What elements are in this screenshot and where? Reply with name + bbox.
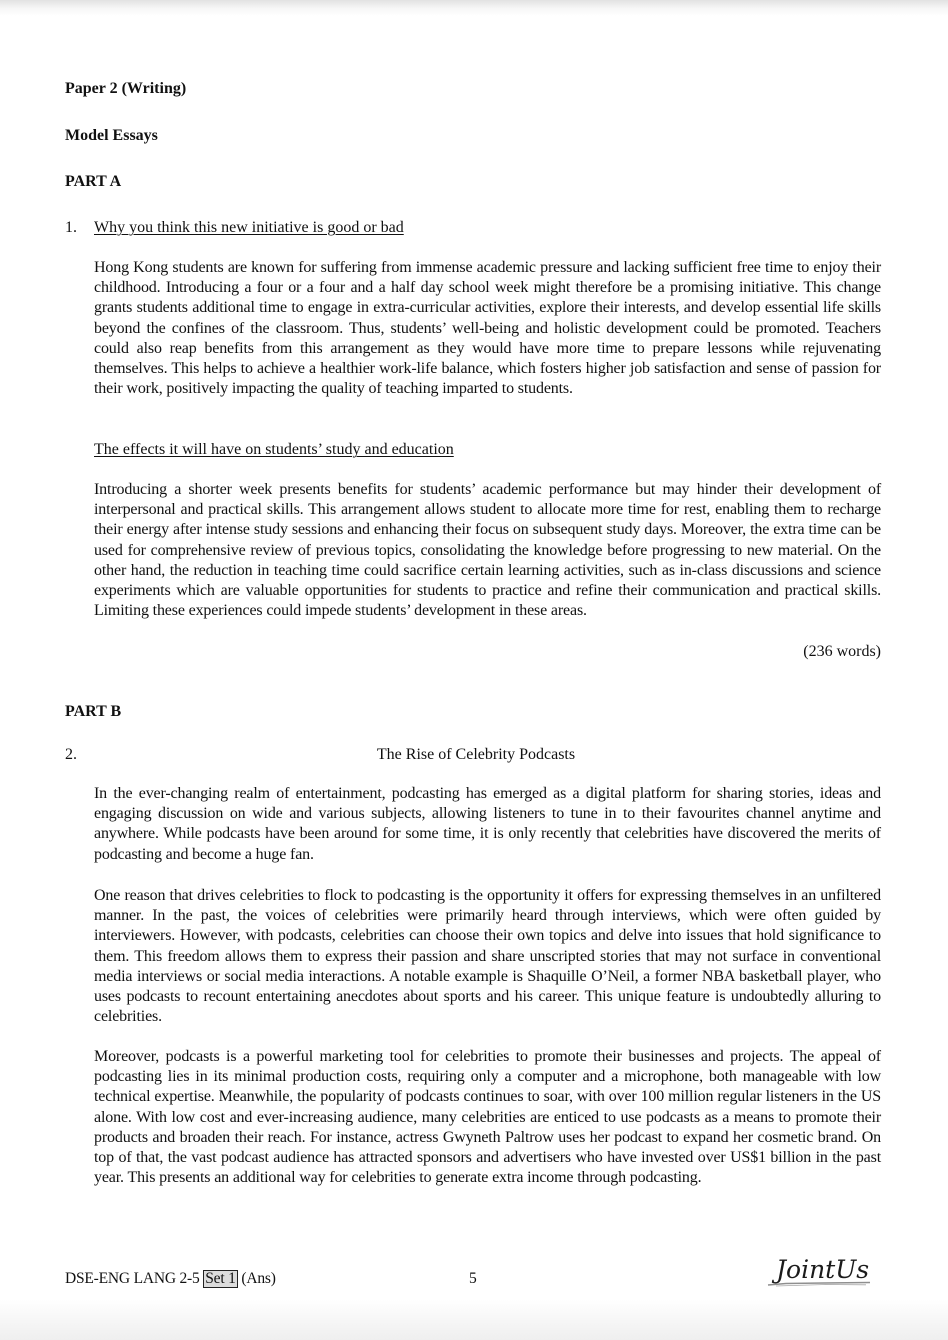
footer-code-suffix: (Ans) <box>241 1270 276 1287</box>
essay-title: The Rise of Celebrity Podcasts <box>376 746 576 763</box>
part-a-paragraph-1: Hong Kong students are known for suffering from immense academic pressure and lacking sufficient free time to enjoy their childhood. Introducing a four or a four and a half day school week might therefore be a promising initiative. This change grants students additional time to engage in extra-curricular activities, explore their interests, and develop essential life skills beyond the confines of the classroom. Thus, students’ well-being and holistic development could be promoted. Teachers could also reap benefits from this arrangement as they would have more time to prepare lessons while rejuvenating themselves. This helps to achieve a healthier work-life balance, which fosters higher job satisfaction and sense of passion for their work, positively impacting the quality of teaching imparted to students. <box>94 259 881 398</box>
part-b-paragraph-1: In the ever-changing realm of entertainment, podcasting has emerged as a digital platform for sharing stories, ideas and engaging discussion on wide and various subjects, allowing listeners to tune in to their favourites channel anytime and anywhere. While podcasts have been around for some time, it is only recently that celebrities have discovered the merits of podcasting and become a huge fan. <box>94 785 881 863</box>
footer-document-code <box>65 1269 276 1289</box>
word-count: (236 words) <box>803 643 881 660</box>
page-bottom-shadow <box>0 1300 948 1340</box>
part-b-paragraph-3: Moreover, podcasts is a powerful marketing tool for celebrities to promote their businesses and projects. The appeal of podcasting lies in its minimal production costs, requiring only a computer and a microphone, both manageable with low technical expertise. Meanwhile, the popularity of podcasts continues to soar, with over 100 million regular listeners in the US alone. With low cost and ever-increasing audience, many celebrities are enticed to use podcasts as a means to promote their products and broaden their reach. For instance, actress Gwyneth Paltrow uses her podcast to expand her cosmetic brand. On top of that, the vast podcast audience has attracted sponsors and advertisers who have invested over US$1 billion in the past year. This presents an additional way for celebrities to generate extra income through podcasting. <box>94 1048 881 1187</box>
footer-code-prefix: DSE-ENG LANG 2-5 <box>65 1270 200 1287</box>
jointus-logo-icon <box>766 1252 876 1292</box>
question-1-number: 1. <box>65 219 77 236</box>
part-a-label: PART A <box>65 173 122 190</box>
logo-text: JointUs <box>776 1255 870 1284</box>
question-1-subheading-effects: The effects it will have on students’ study and education <box>94 441 454 458</box>
paper-title: Paper 2 (Writing) <box>65 80 187 97</box>
page-top-shadow <box>0 0 948 16</box>
question-2-number: 2. <box>65 746 77 763</box>
part-b-paragraph-2: One reason that drives celebrities to flock to podcasting is the opportunity it offers for expressing themselves in an unfiltered manner. In the past, the voices of celebrities were primarily heard through interviews, which were often guided by interviewers. However, with podcasts, celebrities can choose their own topics and delve into issues that hold significance to them. This freedom allows them to express their passion and share unscripted stories that may not surface in conventional media interviews or social media interactions. A notable example is Shaquille O’Neil, a former NBA basketball player, who uses podcasts to recount entertaining anecdotes about sports and his career. This unique feature is undoubtedly alluring to celebrities. <box>94 887 881 1026</box>
part-a-paragraph-2: Introducing a shorter week presents benefits for students’ academic performance but may hinder their development of interpersonal and practical skills. This arrangement allows student to allocate more time for rest, enabling them to recharge their energy after intense study sessions and enhancing their focus on subsequent study days. Moreover, the extra time can be used for comprehensive review of previous topics, consolidating the knowledge before progressing to new material. On the other hand, the reduction in teaching time could sacrifice certain learning activities, such as in-class discussions and science experiments which are valuable opportunities for students to practice and refine their communication and practical skills. Limiting these experiences could impede students’ development in these areas. <box>94 481 881 620</box>
section-title: Model Essays <box>65 127 158 144</box>
footer-set-label: Set 1 <box>205 1270 236 1287</box>
question-1-subheading-good-or-bad: Why you think this new initiative is good or bad <box>94 219 404 236</box>
page-number: 5 <box>469 1270 477 1287</box>
jointus-logo-graphic <box>766 1252 876 1292</box>
part-b-label: PART B <box>65 703 122 720</box>
